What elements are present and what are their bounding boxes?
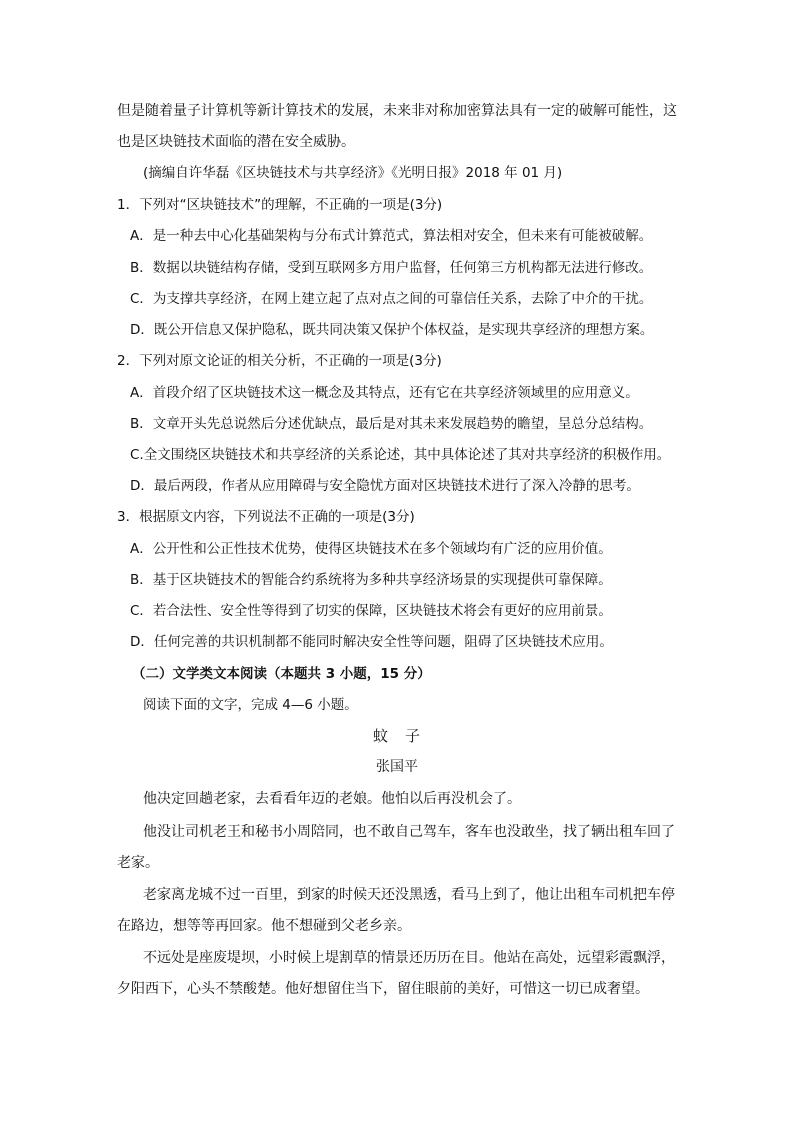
question-stem: 2．下列对原文论证的相关分析，不正确的一项是(3分)	[117, 353, 442, 369]
question-option: D．既公开信息又保护隐私，既共同决策又保护个体权益，是实现共享经济的理想方案。	[130, 322, 654, 338]
story-paragraph: 老家离龙城不过一百里，到家的时候天还没黑透，看马上到了，他让出租车司机把车停	[143, 887, 675, 903]
story-paragraph: 不远处是座废堤坝，小时候上堤割草的情景还历历在目。他站在高处，远望彩霞飘浮，	[143, 950, 675, 966]
passage-line: 也是区块链技术面临的潜在安全威胁。	[117, 134, 355, 150]
story-paragraph: 他决定回趟老家，去看看年迈的老娘。他怕以后再没机会了。	[143, 791, 521, 807]
question-option: D．最后两段，作者从应用障碍与安全隐忧方面对区块链技术进行了深入冷静的思考。	[130, 478, 640, 494]
question-option: C．为支撑共享经济，在网上建立起了点对点之间的可靠信任关系，去除了中介的干扰。	[130, 291, 653, 307]
section-heading: （二）文学类文本阅读（本题共 3 小题，15 分）	[132, 666, 431, 682]
story-author: 张国平	[376, 759, 418, 775]
question-option: A．是一种去中心化基础架构与分布式计算范式，算法相对安全，但未来有可能被破解。	[130, 228, 653, 244]
section-instruction: 阅读下面的文字，完成 4—6 小题。	[143, 697, 358, 713]
question-option: B．数据以块链结构存储，受到互联网多方用户监督，任何第三方机构都无法进行修改。	[130, 260, 653, 276]
story-paragraph: 老家。	[117, 855, 159, 871]
passage-line: 但是随着量子计算机等新计算技术的发展，未来非对称加密算法具有一定的破解可能性，这	[117, 103, 677, 119]
question-option: B．文章开头先总说然后分述优缺点，最后是对其未来发展趋势的瞻望，呈总分总结构。	[130, 416, 653, 432]
question-option: A．首段介绍了区块链技术这一概念及其特点，还有它在共享经济领域里的应用意义。	[130, 385, 639, 401]
story-title: 蚊 子	[372, 727, 421, 745]
passage-source: (摘编自许华磊《区块链技术与共享经济》《光明日报》2018 年 01 月)	[143, 165, 563, 181]
question-option: C．若合法性、安全性等得到了切实的保障，区块链技术将会有更好的应用前景。	[130, 603, 612, 619]
question-stem: 1．下列对“区块链技术”的理解，不正确的一项是(3分)	[117, 197, 443, 213]
question-option: B．基于区块链技术的智能合约系统将为多种共享经济场景的实现提供可靠保障。	[130, 572, 612, 588]
question-option: D．任何完善的共识机制都不能同时解决安全性等问题，阻碍了区块链技术应用。	[130, 634, 613, 650]
question-option: A．公开性和公正性技术优势，使得区块链技术在多个领域均有广泛的应用价值。	[130, 541, 612, 557]
question-stem: 3．根据原文内容，下列说法不正确的一项是(3分)	[117, 509, 415, 525]
story-paragraph: 他没让司机老王和秘书小周陪同，也不敢自己驾车，客车也没敢坐，找了辆出租车回了	[143, 824, 675, 840]
question-option: C.全文围绕区块链技术和共享经济的关系论述，其中具体论述了其对共享经济的积极作用。	[130, 447, 671, 463]
story-paragraph: 夕阳西下，心头不禁酸楚。他好想留住当下，留住眼前的美好，可惜这一切已成奢望。	[117, 981, 649, 997]
story-paragraph: 在路边，想等等再回家。他不想碰到父老乡亲。	[117, 918, 411, 934]
